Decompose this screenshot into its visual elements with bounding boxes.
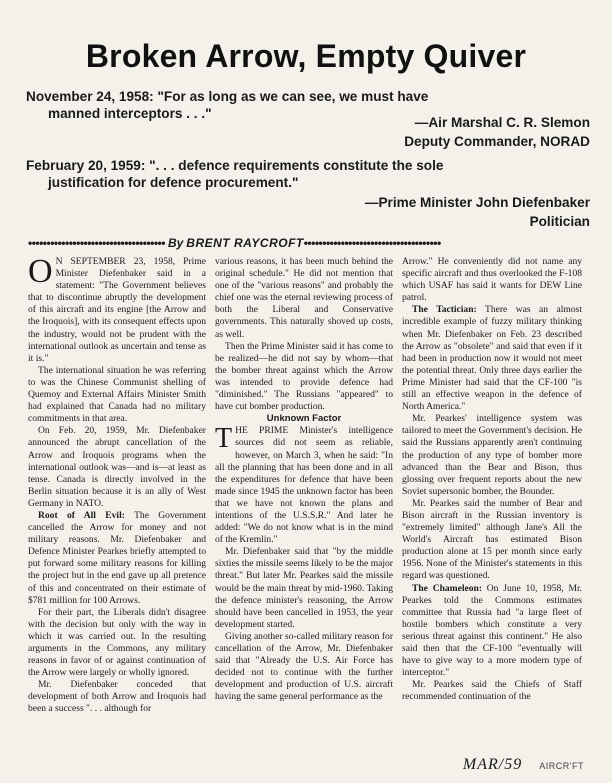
paragraph: Root of All Evil: The Government cancelled the Arrow for money and not military reasons. Mr. Diefenbaker and Defence Minister Pearkes briefly attempted to put forward some military reasons for killing the project but in the end gave up all pretence of this and concentrated on their estimate of $781 million for 100 Arrows. <box>28 509 207 606</box>
quote-2-text-line2: justification for defence procurement." <box>48 175 299 190</box>
byline-dots-left: ••••••••••••••••••••••••••••••••••••• <box>28 236 165 250</box>
byline-by: By <box>167 236 184 250</box>
quote-1-text-line2: manned interceptors . . ." <box>48 106 212 121</box>
quote-1-text-line1: "For as long as we can see, we must have <box>157 89 429 104</box>
quote-1-date: November 24, 1958: <box>26 89 154 104</box>
run-in-head: The Chameleon: <box>412 582 483 594</box>
paragraph: Giving another so-called military reason for cancellation of the Arrow, Mr. Diefenbaker said that "Already the U.S. Air Force has decided not to continue with the further development and production of U.S. aircraft having the same general performance as the <box>215 630 393 703</box>
quote-2-text-line1: ". . . defence requirements constitute the sole <box>149 158 444 173</box>
paragraph: Arrow." He conveniently did not name any specific aircraft and thus overlooked the F-108 which USAF has said it wants for DEW Line patrol. <box>402 256 582 304</box>
paragraph: The Chameleon: On June 10, 1958, Mr. Pearkes told the Commons estimates committee that Russia had "a large fleet of hostile bombers which constitute a very serious threat against this continent." He also said then that the CF-100 "eventually will have to give way to a more modern type of interceptor." <box>402 582 582 679</box>
paragraph: The Tactician: There was an almost incredible example of fuzzy military thinking when Mr. Diefenbaker on Feb. 23 described the Arrow as "obsolete" and said that even if it had been in production now it would not meet the potential threat. Only three days earlier the Prime Minister had said that the CF-100 "is still an effective weapon in the defence of North America." <box>402 304 582 413</box>
headline: Broken Arrow, Empty Quiver <box>85 38 527 74</box>
quote-1-attribution: —Air Marshal C. R. Slemon <box>414 115 590 130</box>
drop-cap-t: T <box>215 423 233 455</box>
paragraph: For their part, the Liberals didn't disagree with the decision but only with the way in which it was carried out. In the resulting arguments in the Commons, any military reasons in favor of or against continuation of the Arrow were largely or wholly ignored. <box>28 606 206 679</box>
run-in-head: Root of All Evil: <box>38 509 125 521</box>
byline-author: BRENT RAYCROFT <box>186 236 304 250</box>
article-column-2 <box>215 256 393 703</box>
paragraph: O N SEPTEMBER 23, 1958, Prime Minister Diefenbaker said in a statement: "The Government believes that to discontinue abruptly the development of this aircraft and its engine [the Arrow and the Iroquois], with its consequent effects upon the industry, would not be prudent with the international outlook as uncertain and tense as it is." <box>28 253 206 364</box>
quote-2-title: Politician <box>529 214 590 229</box>
quote-2-attribution: —Prime Minister John Diefenbaker <box>364 195 590 210</box>
byline-dots-right: ••••••••••••••••••••••••••••••••••••• <box>303 236 441 250</box>
paragraph: Mr. Diefenbaker conceded that development of both Arrow and Iroquois had been a success ". . . although for <box>28 679 206 715</box>
publication-stamp: AIRCR'FT <box>539 761 584 771</box>
quote-2-date: February 20, 1959: <box>26 158 146 173</box>
footer <box>463 756 584 774</box>
byline <box>28 236 588 250</box>
paragraph: On Feb. 20, 1959, Mr. Diefenbaker announced the abrupt cancellation of the Arrow and Iroquois programs when the international outlook was—and is—at least as tense. Canada is directly involved in the Berlin situation because it is an ally of West Germany in NATO. <box>28 425 206 509</box>
paragraph: Then the Prime Minister said it has come to be realized—he did not say by whom—that the bomber threat against which the Arrow was intended to provide defence had "diminished." The Russians "appeared" to have cut bomber production. <box>215 340 393 413</box>
quote-2 <box>26 157 596 191</box>
paragraph: The international situation he was referring to was the Chinese Communist shelling of Quemoy and External Affairs Minister Smith had explained that Canada had no military commitments in that area. <box>28 364 206 425</box>
paragraph: Mr. Diefenbaker said that "by the middle sixties the missile seems likely to be the major threat." But later Mr. Pearkes said the missile would be the main threat by mid-1960. Taking the defence minister's reasoning, the Arrow should have been cancelled in 1953, the year development started. <box>215 546 393 630</box>
handwritten-date: MAR/59 <box>462 756 523 773</box>
subhead-unknown-factor: Unknown Factor <box>266 413 342 425</box>
paragraph: THE PRIME Minister's intelligence sources did not seem as reliable, however, on March 3, when he said: "In all the planning that has been done and in all the expenditures for defence that have been made since 1945 the unknown factor has been that we have not known the plans and intentions of the U.S.S.R." And later he added: "We do not know what is in the mind of the Kremlin." <box>215 423 393 546</box>
quote-1-title: Deputy Commander, NORAD <box>404 134 590 149</box>
drop-cap-o: O <box>28 253 53 290</box>
paragraph: various reasons, it has been much behind the original schedule." He did not mention that one of the "various reasons" and probably the chief one was the eternal reviewing process of both the Liberal and Conservative governments. This naturally shoved up costs, as well. <box>215 256 393 340</box>
run-in-head: The Tactician: <box>412 304 477 316</box>
article-column-3 <box>402 256 582 703</box>
paragraph: Mr. Pearkes said the Chiefs of Staff recommended continuation of the <box>402 679 582 703</box>
article-column-1 <box>28 253 207 716</box>
paragraph: Mr. Pearkes said the number of Bear and Bison aircraft in the Russian inventory is "extremely limited" although Jane's All the World's Aircraft has estimated Bison production alone at 15 per month since early 1956. None of the Minister's statements in this regard was questioned. <box>402 497 582 582</box>
paragraph: Mr. Pearkes' intelligence system was tailored to meet the Government's decision. He said the Russians apparently aren't continuing the production of any type of bomber more advanced than the Bear and Bison, thus glossing over frequent reports about the new Soviet supersonic bomber, the Bounder. <box>402 413 582 497</box>
